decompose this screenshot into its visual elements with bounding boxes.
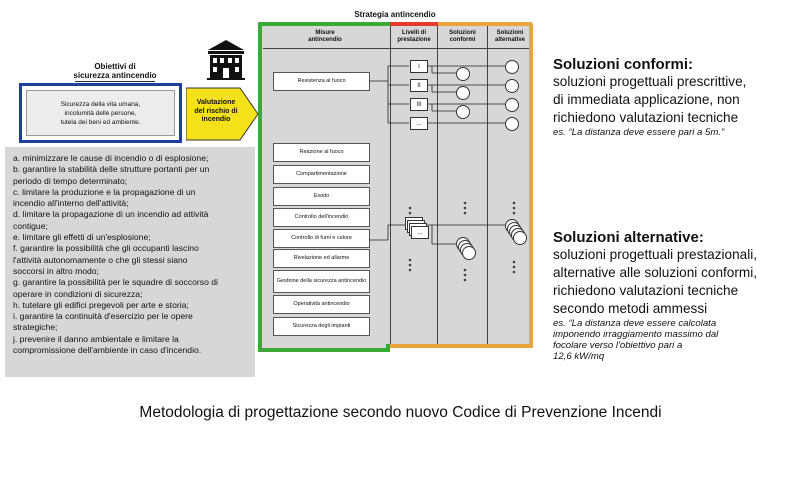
requisito-line: d. limitare la propagazione di un incendio ad attività — [13, 209, 209, 220]
requisito-line: c. limitare la produzione e la propagazione di un — [13, 186, 196, 197]
requisito-line: strategiche; — [13, 322, 58, 333]
conformi-title: Soluzioni conformi: — [553, 56, 693, 73]
valutazione-line3: incendio — [201, 116, 231, 123]
level-etc: ... — [410, 117, 428, 130]
requisito-line: g. garantire la possibilità per le squadre di soccorso di — [13, 277, 218, 288]
misura-rivelazione: Rivelazione ed allarme — [273, 249, 370, 268]
alternative-title: Soluzioni alternative: — [553, 229, 704, 246]
valutazione-line1: Valutazione — [196, 99, 236, 106]
requisito-line: operare in condizioni di sicurezza; — [13, 288, 143, 299]
misura-controllo-incendio: Controllo dell'incendio — [273, 208, 370, 227]
conformi-line1: soluzioni progettuali prescrittive, — [553, 74, 747, 89]
obiettivi-text-line2: incolumità delle persone, — [64, 109, 137, 117]
conformi-example: es. “La distanza deve essere pari a 5m.” — [553, 127, 725, 138]
misura-operativita: Operatività antincendio — [273, 295, 370, 314]
header-misure-line2: antincendio — [308, 37, 342, 43]
valutazione-label — [189, 99, 243, 125]
alternative-description — [553, 229, 798, 362]
requisito-line: h. tutelare gli edifici pregevoli per arte e storia; — [13, 299, 189, 310]
building-icon — [205, 38, 247, 80]
requisito-line: compromissione dell'ambiente in caso d'incendio. — [13, 345, 202, 356]
valutazione-line2: del rischio di — [194, 107, 238, 115]
level-2: II — [410, 79, 428, 92]
requisito-line: periodo di tempo determinato; — [13, 175, 128, 186]
requisito-line: e. limitare gli effetti di un'esplosione; — [13, 232, 151, 243]
requisito-line: soccorsi in altro modo; — [13, 265, 99, 276]
level-1: I — [410, 60, 428, 73]
alternative-example-line3: focolare verso l'obiettivo pari a — [553, 340, 683, 351]
header-alternative-line2: alternative — [494, 37, 525, 43]
requisito-line: contigue; — [13, 220, 48, 231]
level-3: III — [410, 98, 428, 111]
requisito-line: a. minimizzare le cause di incendio o di esplosione; — [13, 153, 209, 163]
requisito-line: i. garantire la continuità d'esercizio per le opere — [13, 311, 193, 322]
requisito-line: incendio all'interno dell'attività; — [13, 198, 129, 209]
obiettivi-text-line3: tutela dei beni ed ambiente. — [60, 118, 141, 126]
misura-esodo: Esodo — [273, 187, 370, 206]
requisito-line: f. garantire la possibilità che gli occupanti lascino — [13, 243, 199, 254]
header-conformi-line2: conformi — [449, 37, 476, 43]
header-conformi-line1: Soluzioni — [449, 30, 476, 36]
conformi-line3: richiedono valutazioni tecniche — [553, 110, 739, 125]
header-misure-line1: Misure — [315, 30, 335, 36]
obiettivi-text-line1: Sicurezza della vita umana, — [60, 100, 141, 108]
requisito-line: l'attività autonomamente o che gli stessi siano — [13, 254, 188, 265]
misura-resistenza: Resistenza al fuoco — [273, 72, 370, 91]
conformi-line2: di immediata applicazione, non — [553, 92, 740, 107]
header-livelli-line1: Livelli di — [401, 30, 426, 36]
obiettivi-title — [40, 62, 190, 80]
requisiti-box — [5, 147, 255, 377]
obiettivi-box — [19, 83, 182, 143]
alternative-line4: secondo metodi ammessi — [553, 301, 708, 316]
requisito-line: j. prevenire il danno ambientale e limitare la — [13, 333, 179, 344]
level-stack-label: ... — [411, 226, 429, 239]
misura-reazione: Reazione al fuoco — [273, 143, 370, 162]
misura-gestione: Gestione della sicurezza antincendio — [273, 270, 370, 293]
strategia-title: Strategia antincendio — [354, 10, 436, 19]
misura-fumi-calore: Controllo di fumi e calore — [273, 229, 370, 248]
obiettivi-title-line2: sicurezza antincendio — [73, 71, 157, 80]
obiettivi-underline — [75, 81, 155, 82]
header-alternative-line1: Soluzioni — [496, 30, 524, 36]
caption: Metodologia di progettazione secondo nuovo Codice di Prevenzione Incendi — [139, 404, 662, 421]
requisito-line: b. garantire la stabilità delle strutture portanti per un — [13, 164, 210, 175]
alternative-line3: richiedono valutazioni tecniche — [553, 283, 739, 298]
alternative-line2: alternative alle soluzioni conformi, — [553, 265, 758, 280]
conformi-description — [553, 56, 798, 138]
misura-compartimentazione: Compartimentazione — [273, 165, 370, 184]
obiettivi-title-line1: Obiettivi di — [94, 62, 136, 71]
misura-impianti: Sicurezza degli impianti — [273, 317, 370, 336]
alternative-example-line4: 12,6 kW/mq — [553, 351, 605, 362]
alternative-line1: soluzioni progettuali prestazionali, — [553, 247, 758, 262]
alternative-example-line2: imponendo irraggiamento massimo dal — [553, 329, 719, 340]
header-livelli-line2: prestazione — [397, 37, 431, 43]
alternative-example-line1: es. “La distanza deve essere calcolata — [553, 318, 717, 329]
